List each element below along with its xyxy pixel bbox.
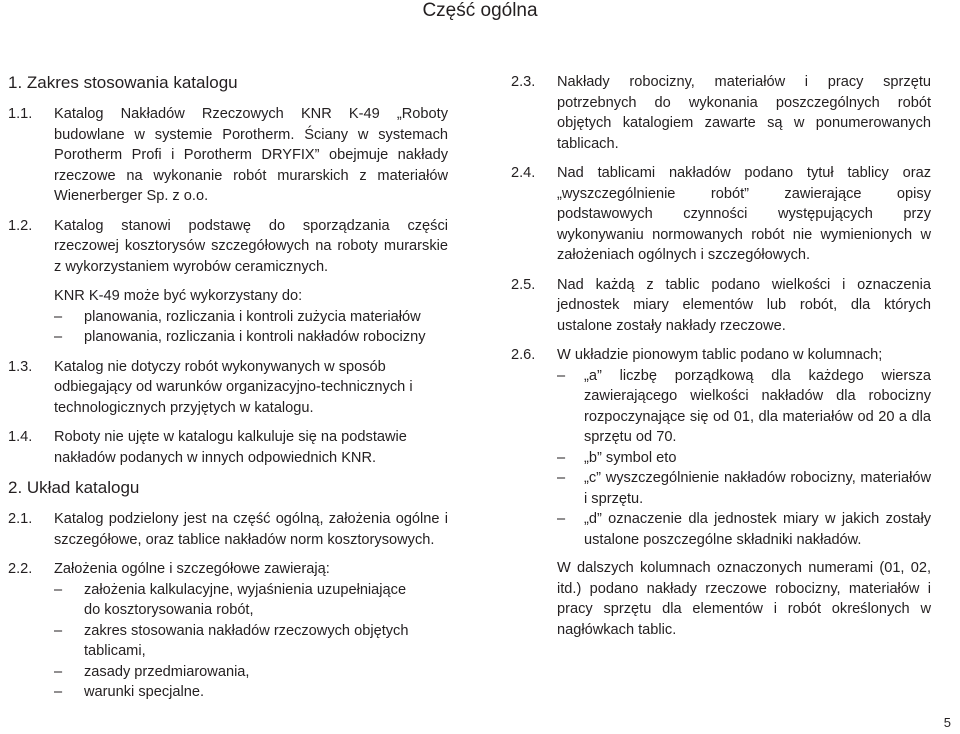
dash-list-item bbox=[54, 621, 414, 662]
item-number: 1.3. bbox=[8, 358, 33, 375]
item-2-4 bbox=[511, 163, 931, 266]
dash-bullet: – bbox=[54, 684, 63, 700]
item-text: Katalog stanowi podstawę do sporządzania części rzeczowej kosztorysów szczegółowych na roboty murarskie z wykorzystaniem wyrobów ceramicznych. bbox=[54, 217, 448, 275]
item-2-6 bbox=[511, 345, 931, 640]
item-number: 1.1. bbox=[8, 106, 33, 122]
item-text: W układzie pionowym tablic podano w kolumnach; bbox=[557, 347, 883, 363]
dash-bullet: – bbox=[54, 663, 63, 680]
item-2-3 bbox=[511, 72, 931, 154]
dash-text: „d” oznaczenie dla jednostek miary w jakich zostały ustalone poszczególne składniki nakładów. bbox=[584, 511, 931, 548]
item-2-5 bbox=[511, 275, 931, 337]
dash-text: planowania, rozliczania i kontroli zużycia materiałów bbox=[84, 308, 421, 325]
dash-text: warunki specjalne. bbox=[84, 684, 205, 700]
dash-bullet: – bbox=[557, 449, 566, 466]
item-text: Nad każdą z tablic podano wielkości i oznaczenia jednostek miary elementów lub robót, dla których ustalone zostały nakłady rzeczowe. bbox=[557, 276, 931, 334]
column-list-item bbox=[557, 509, 931, 550]
dash-text: „c” wyszczególnienie nakładów robocizny, materiałów i sprzętu. bbox=[584, 470, 931, 507]
left-column bbox=[8, 72, 448, 703]
item-text: Katalog Nakładów Rzeczowych KNR K-49 „Roboty budowlane w systemie Porotherm. Ściany w systemach Porotherm Profi i Porotherm DRYFIX” obejmuje nakłady rzeczowe na wykonanie robót murarskich z materiałów Wienerberger Sp. z o.o. bbox=[54, 106, 448, 204]
dash-list-item bbox=[54, 682, 414, 703]
dash-text: zasady przedmiarowania, bbox=[84, 663, 250, 680]
section-2-heading: 2. Układ katalogu bbox=[8, 478, 140, 497]
dash-text: zakres stosowania nakładów rzeczowych objętych tablicami, bbox=[84, 622, 409, 659]
item-text: Roboty nie ujęte w katalogu kalkuluje się na podstawie nakładów podanych w innych odpowiednich KNR. bbox=[54, 429, 407, 466]
item-1-3 bbox=[8, 357, 448, 419]
column-list-item bbox=[557, 366, 931, 448]
item-text: Katalog nie dotyczy robót wykonywanych w sposób odbiegający od warunków organizacyjno-technicznych i technologicznych przyjętych w katalogu. bbox=[54, 358, 413, 416]
dash-list-item bbox=[54, 580, 414, 621]
item-1-2 bbox=[8, 216, 448, 348]
dash-list-item bbox=[54, 327, 448, 348]
dash-bullet: – bbox=[54, 308, 63, 325]
right-column bbox=[511, 72, 931, 649]
item-body bbox=[54, 559, 448, 580]
item-body bbox=[54, 216, 448, 348]
item-text: Katalog podzielony jest na część ogólną, założenia ogólne i szczegółowe, oraz tablice nakładów norm kosztorysowych. bbox=[54, 511, 448, 548]
item-number: 2.5. bbox=[511, 276, 536, 293]
dash-text: „b” symbol eto bbox=[584, 449, 677, 466]
dash-text: „a” liczbę porządkową dla każdego wiersza zawierającego wielkości nakładów dla robocizny rozpoczynające się od 01, dla materiałów od 20 a dla sprzętu od 70. bbox=[584, 367, 931, 445]
item-text: Nakłady robocizny, materiałów i pracy sprzętu potrzebnych do wykonania poszczególnych robót objętych katalogiem zawarte są w ponumerowanych tablicach. bbox=[557, 74, 931, 152]
dash-list bbox=[54, 580, 414, 703]
item-body bbox=[557, 345, 931, 640]
item-number: 1.4. bbox=[8, 429, 33, 445]
dash-text: planowania, rozliczania i kontroli nakładów robocizny bbox=[84, 329, 426, 345]
item-number: 2.2. bbox=[8, 561, 33, 577]
item-1-1 bbox=[8, 104, 448, 207]
dash-bullet: – bbox=[557, 470, 566, 486]
item-1-4 bbox=[8, 427, 448, 468]
column-list-item bbox=[557, 468, 931, 509]
dash-bullet: – bbox=[557, 367, 566, 384]
dash-list-item bbox=[54, 662, 414, 683]
item-number: 1.2. bbox=[8, 217, 33, 234]
item-number: 2.3. bbox=[511, 74, 536, 90]
item-number: 2.4. bbox=[511, 165, 536, 181]
dash-bullet: – bbox=[54, 329, 63, 345]
dash-list-item bbox=[54, 307, 448, 328]
item-number: 2.6. bbox=[511, 347, 536, 363]
dash-bullet: – bbox=[557, 511, 566, 527]
section-1-heading: 1. Zakres stosowania katalogu bbox=[8, 73, 238, 92]
item-text: Nad tablicami nakładów podano tytuł tablicy oraz „wyszczególnienie robót” zawierające opisy podstawowych czynności występujących przy wykonywaniu normowanych robót nie wymienionych w założeniach ogólnych i szczegółowych. bbox=[557, 165, 931, 263]
page-number: 5 bbox=[943, 715, 951, 730]
item-2-1 bbox=[8, 509, 448, 550]
item-extra-text: W dalszych kolumnach oznaczonych numerami (01, 02, itd.) podano nakłady rzeczowe robocizny, materiałów i pracy sprzętu dla elementów i robót określonych w nagłówkach tablic. bbox=[557, 560, 931, 638]
item-number: 2.1. bbox=[8, 511, 33, 527]
item-2-2 bbox=[8, 559, 448, 580]
dash-text: założenia kalkulacyjne, wyjaśnienia uzupełniające do kosztorysowania robót, bbox=[84, 581, 407, 618]
dash-bullet: – bbox=[54, 581, 63, 598]
page-title: Część ogólna bbox=[422, 0, 538, 21]
column-list-item bbox=[557, 448, 931, 469]
item-text: Założenia ogólne i szczegółowe zawierają: bbox=[54, 561, 330, 577]
dash-bullet: – bbox=[54, 622, 63, 639]
item-extra-text: KNR K-49 może być wykorzystany do: bbox=[54, 288, 303, 304]
